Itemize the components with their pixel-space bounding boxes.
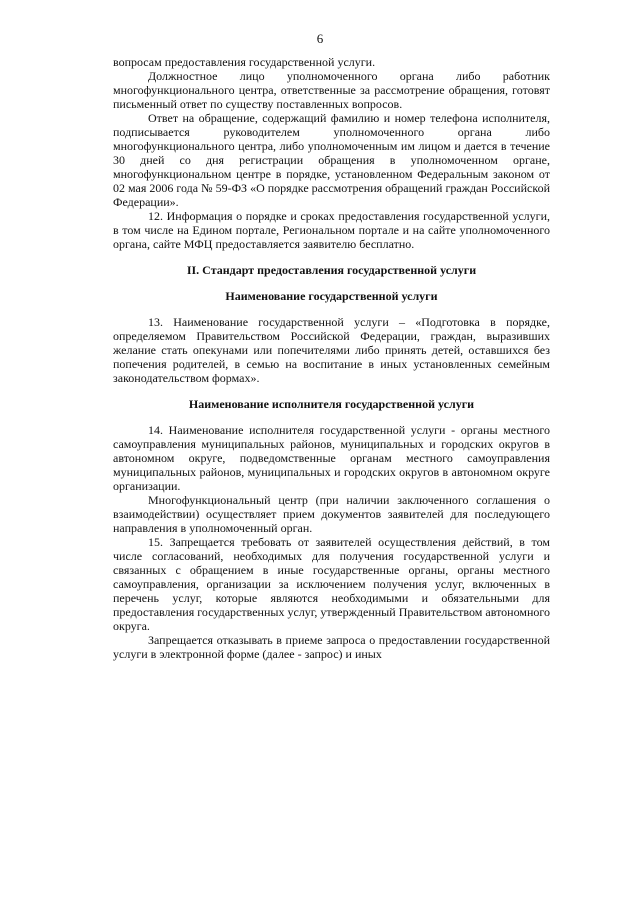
paragraph-item-14: 14. Наименование исполнителя государственной услуги - органы местного самоуправления муниципальных районов, муниципальных и городских округов в автономном округе, подведомственные органам местного самоуправления муниципальных районов, муниципальных и городских округов в автономном округе организации. [113, 423, 550, 493]
paragraph-item-13: 13. Наименование государственной услуги – «Подготовка в порядке, определяемом Правительством Российской Федерации, граждан, выразивших желание стать опекунами или попечителями либо принять детей, оставшихся без попечения родителей, в семью на воспитание в иных установленных семейным законодательством формах». [113, 315, 550, 385]
paragraph-mfc: Многофункциональный центр (при наличии заключенного соглашения о взаимодействии) осуществляет прием документов заявителей для последующего направления в уполномоченный орган. [113, 493, 550, 535]
paragraph-refusal-prohibition: Запрещается отказывать в приеме запроса о предоставлении государственной услуги в электронной форме (далее - запрос) и иных [113, 633, 550, 661]
paragraph-item-12: 12. Информация о порядке и сроках предоставления государственной услуги, в том числе на Едином портале, Региональном портале и на сайте уполномоченного органа, сайте МФЦ предоставляется заявителю бесплатно. [113, 209, 550, 251]
paragraph-item-15: 15. Запрещается требовать от заявителей осуществления действий, в том числе согласований, необходимых для получения государственной услуги и связанных с обращением в иные государственные органы, органы местного самоуправления, организации за исключением получения услуг, включенных в перечень услуг, которые являются необходимыми и обязательными для предоставления государственных услуг, утвержденный Правительством автономного округа. [113, 535, 550, 633]
subheading-executor-name: Наименование исполнителя государственной услуги [188, 397, 475, 411]
paragraph-continuation: вопросам предоставления государственной услуги. [113, 55, 376, 69]
section-heading: II. Стандарт предоставления государственной услуги [186, 263, 477, 277]
paragraph-response-signing: Ответ на обращение, содержащий фамилию и номер телефона исполнителя, подписывается руководителем уполномоченного органа либо многофункционального центра, либо уполномоченным им лицом и дается в течение 30 дней со дня регистрации обращения в уполномоченном органе, многофункциональном центре в порядке, установленном Федеральным законом от 02 мая 2006 года № 59-ФЗ «О порядке рассмотрения обращений граждан Российской Федерации». [113, 111, 550, 209]
page-number: 6 [316, 31, 324, 46]
subheading-service-name: Наименование государственной услуги [225, 289, 438, 303]
document-body [113, 55, 550, 661]
paragraph-official-response: Должностное лицо уполномоченного органа либо работник многофункционального центра, ответственные за рассмотрение обращения, готовят письменный ответ по существу поставленных вопросов. [113, 69, 550, 111]
